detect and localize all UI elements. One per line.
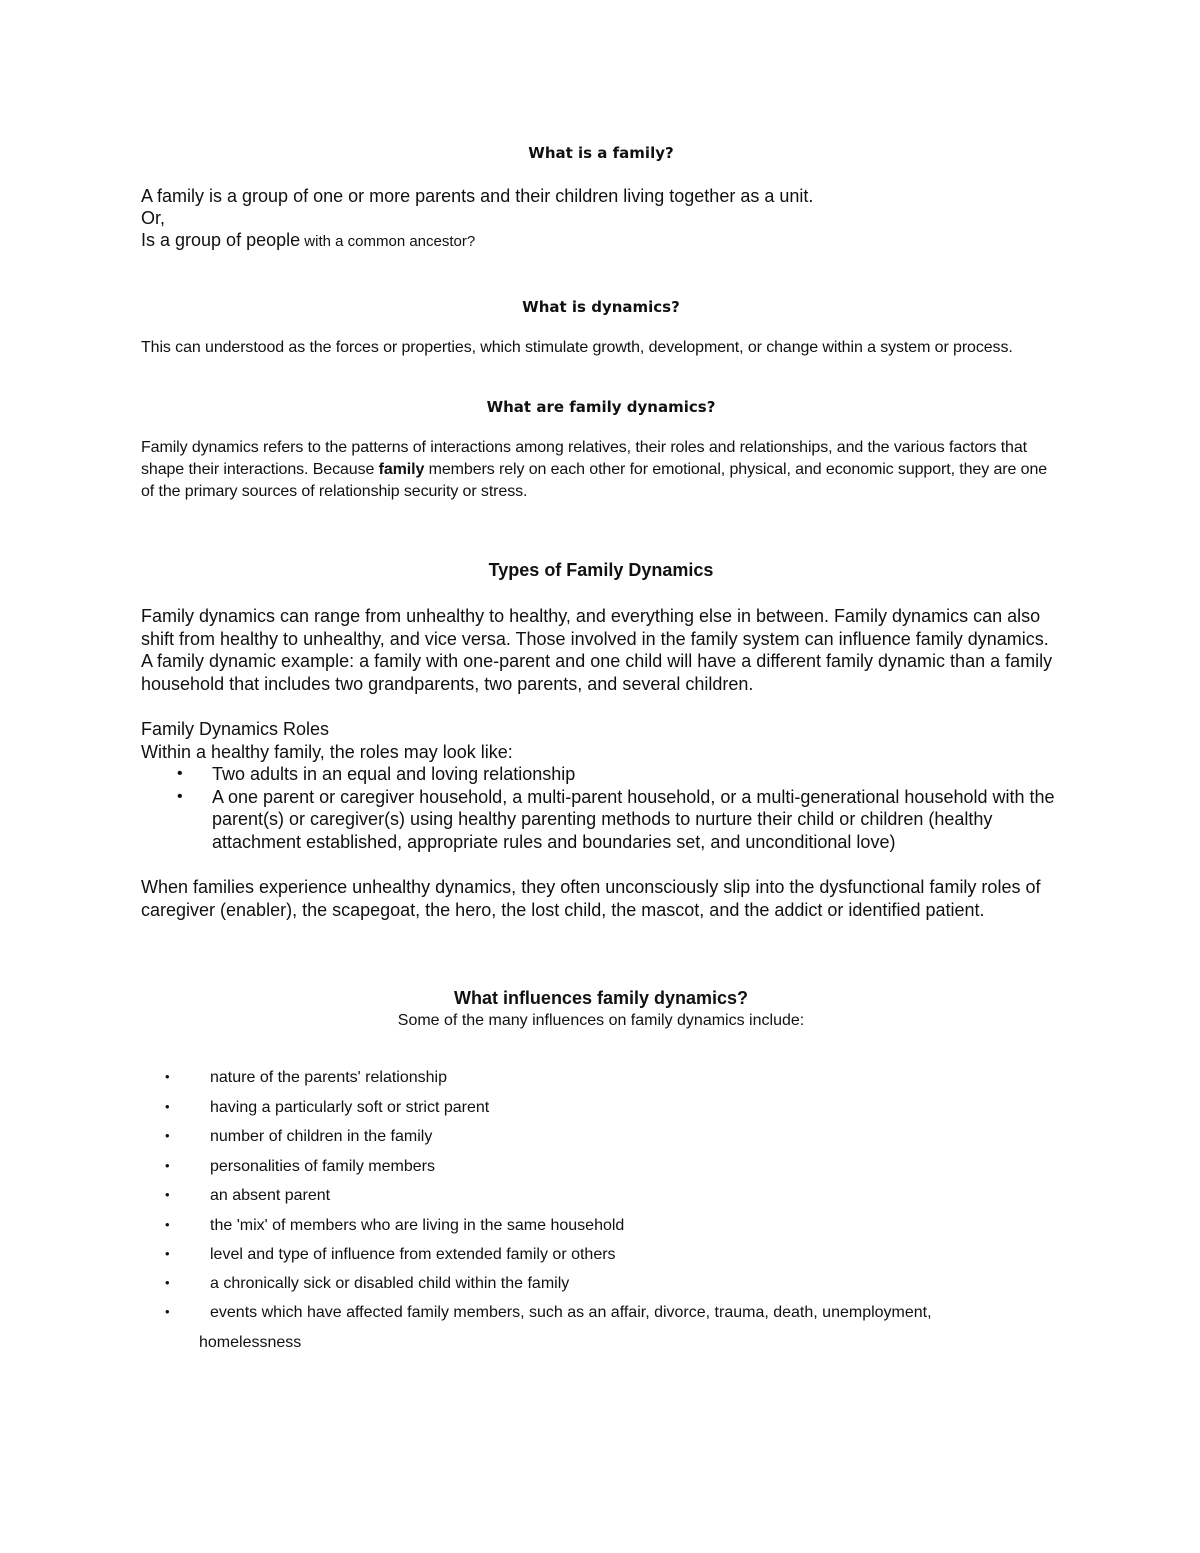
bullet-icon: •	[177, 765, 183, 782]
bullet-icon: •	[165, 1128, 170, 1143]
bullet-icon: •	[165, 1187, 170, 1202]
influences-subheading: Some of the many influences on family dynamics include:	[397, 1012, 805, 1029]
bullet-icon: •	[165, 1216, 170, 1232]
bullet-icon: •	[165, 1275, 170, 1290]
roles-title: Family Dynamics Roles	[141, 719, 330, 739]
unhealthy-paragraph: When families experience unhealthy dynamics, they often unconsciously slip into the dysfunctional family roles of caregiver (enabler), the scapegoat, the hero, the lost child, the mascot, and the addict or identified patient.	[141, 877, 1041, 920]
bullet-icon: •	[177, 787, 183, 805]
family-definition-line1: A family is a group of one or more parents and their children living together as a unit.	[141, 186, 814, 206]
types-paragraph: Family dynamics can range from unhealthy to healthy, and everything else in between. Family dynamics can also shift from healthy to unhealthy, and vice versa. Those involved in the family system can influence family dynamics. A family dynamic example: a family with one-parent and one child will have a different family dynamic than a family household that includes two grandparents, two parents, and several children.	[141, 606, 1053, 694]
line3-small: with a common ancestor?	[300, 233, 476, 250]
bullet-icon: •	[165, 1246, 170, 1261]
dynamics-definition: This can understood as the forces or properties, which stimulate growth, development, or change within a system or process.	[141, 339, 1013, 356]
heading-family-dynamics: What are family dynamics?	[486, 398, 716, 416]
bullet-icon: •	[165, 1098, 170, 1114]
family-definition-line2: Or,	[141, 208, 166, 228]
family-dynamics-paragraph	[141, 437, 1061, 503]
family-definition-line3	[141, 229, 1061, 253]
heading-what-influences: What influences family dynamics?	[453, 988, 749, 1008]
list-item: • A one parent or caregiver household, a multi-parent household, or a multi-generational household with the parent(s) or caregiver(s) using healthy parenting methods to nurture their child or children (healthy attachment established, appropriate rules and boundaries set, and unconditional love)	[177, 786, 1055, 852]
bullet-icon: •	[165, 1304, 170, 1319]
heading-what-is-family: What is a family?	[528, 144, 674, 162]
bullet-icon: •	[165, 1157, 170, 1173]
fd-text-bold: family	[378, 461, 425, 478]
bullet-icon: •	[165, 1069, 170, 1084]
heading-types-of-family-dynamics: Types of Family Dynamics	[488, 560, 714, 580]
fd-text-before: Family dynamics refers to the patterns of interactions among relatives, their roles and relationships, and the various factors that shape their interactions. Because	[141, 439, 1028, 478]
roles-intro: Within a healthy family, the roles may look like:	[141, 742, 513, 762]
family-definition	[141, 185, 1061, 253]
document-page: What is a family? A family is a group of one or more parents and their children living together as a unit. Or, Is a group of people with a common ancestor? What is dynamics? This can understood as the forces or properties, which stimulate growth, development, or change within a system or process. What are family dynamics? Family dynamics refers to the patterns of interactions among relatives, their roles and relationships, and the various factors that shape their interactions. Because family members rely on each other for emotional, physical, and economic support, they are one of the primary sources of relationship security or stress. Types of Family Dynamics Family dynamics can range from unhealthy to healthy, and everything else in between. Family dynamics can also shift from healthy to unhealthy, and vice versa. Those involved in the family system can influence family dynamics. A family dynamic example: a family with one-parent and one child will have a different family dynamic than a family household that includes two grandparents, two parents, and several children. Family Dynamics Roles Within a healthy family, the roles may look like: • Two adults in an equal and loving relationship • A one parent or caregiver household, a multi-parent household, or a multi-generational household with the parent(s) or caregiver(s) using healthy parenting methods to nurture their child or children (healthy attachment established, appropriate rules and boundaries set, and unconditional love) When families experience unhealthy dynamics, they often unconsciously slip into the dysfunctional family roles of caregiver (enabler), the scapegoat, the hero, the lost child, the mascot, and the addict or identified patient. What influences family dynamics? Some of the many influences on family dynamics include: • nature of the parents' relationship • having a particularly soft or strict parent • number of children in the family • personalities of family members • an absent parent • the 'mix' of members who are living in the same household • level and type of influence from extended family or others • a chronically sick or disabled child within the family • events which have affected family members, such as an affair, divorce, trauma, death, unemployment, homelessness	[0, 0, 1200, 1553]
heading-what-is-dynamics: What is dynamics?	[522, 298, 680, 316]
list-item: • Two adults in an equal and loving relationship	[177, 764, 576, 784]
line3-main: Is a group of people	[141, 230, 301, 250]
roles-list	[141, 763, 1061, 853]
fd-text-after: members rely on each other for emotional, physical, and economic support, they are one of the primary sources of relationship security or stress.	[141, 461, 1048, 500]
